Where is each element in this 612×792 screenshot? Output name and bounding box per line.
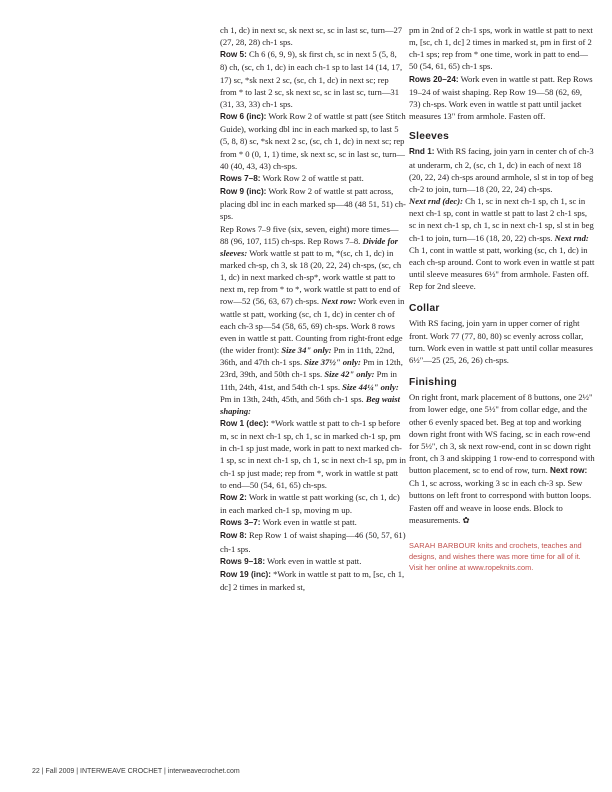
paragraph: On right front, mark placement of 8 buttons, one 2½" from lower edge, one 5½" from collar edge, and the other 6 evenly spaced bet. Beg at top and working down right front with WS facing, sc in each row-end for 5½", ch 3, sk next row-end, cont in sc down right front, ch 3 and skipping 1 row-end to correspond with button placement, sc to end of row, turn. Next row: Ch 1, sc across, working 3 sc in each ch-3 sp. Sew buttons on left front to correspond with button loops. Fasten off and weave in loose ends. Block to measurements. ✿ xyxy=(409,392,595,525)
paragraph: Next rnd (dec): Ch 1, sc in next ch-1 sp, ch 1, sc in next ch-1 sp, cont in wattle st patt to last 2 ch-1 sps, sc in next ch-1 sp, ch 1, sc in next ch-1 sp, sl st in beg ch-1 to join, turn—16 (18, 20, 22) ch-sps. Next rnd: Ch 1, cont in wattle st patt, working (sc, ch 1, dc) in each ch-sp around. Cont to work even in wattle st patt until sleeve measures 6½" from armhole. Fasten off. xyxy=(409,196,595,279)
row-label: Rows 20–24: xyxy=(409,74,459,84)
paragraph: Row 2: Work in wattle st patt working (sc, ch 1, dc) in each marked ch-1 sp, moving m up. xyxy=(220,491,400,516)
emphasis: Next rnd (dec): xyxy=(409,196,463,207)
row-label: Row 9 (inc): xyxy=(220,187,267,197)
emphasis: Size 42" only: xyxy=(324,369,375,380)
paragraph: ch 1, dc) in next sc, sk next sc, sc in last sc, turn—27 (27, 28, 28) ch-1 sps. xyxy=(220,25,403,48)
row-label: Row 8: xyxy=(220,531,247,541)
paragraph: Rep Rows 7–9 five (six, seven, eight) more times—88 (96, 107, 115) ch-sps. Rep Rows 7–8. Divide for sleeves: Work wattle st patt to m, *(sc, ch 1, dc) in marked ch-sp, ch 3, sk 18 (20, 22, 24) ch-sps, (sc, ch 1, dc) in next marked ch-sp*, work wattle st patt to next m, rep from * to *, work wattle st patt to end of row—52 (56, 63, 67) ch-sps. Next row: Work even in wattle st patt, working (sc, ch 1, dc) in center ch of each ch-3 sp—54 (58, 65, 69) ch-sps. Work 8 rows even in wattle st patt. Counting from right-front edge (the wider front): Size 34" only: Pm in 11th, 22nd, 36th, and 47th ch-1 sps. Size 37½" only: Pm in 12th, 23rd, 39th, and 50th ch-1 sps. Size 42" only: Pm in 11th, 24th, 41st, and 54th ch-1 sps. Size 44¼" only: Pm in 13th, 24th, 45th, and 56th ch-1 sps. Beg waist shaping: xyxy=(220,223,405,416)
paragraph: pm in 2nd of 2 ch-1 sps, work in wattle st patt to next m, [sc, ch 1, dc] 2 times in marked st, pm in first of 2 ch-1 sps; rep from * one time, work in patt to end—50 (54, 61, 65) ch-1 sps. xyxy=(409,25,593,72)
row-label: Row 1 (dec): xyxy=(220,419,269,428)
emphasis: Size 37½" only: xyxy=(304,357,361,368)
left-column xyxy=(220,24,406,593)
section-heading-finishing: Finishing xyxy=(409,377,457,389)
paragraph: Row 19 (inc): *Work in wattle st patt to m, [sc, ch 1, dc] 2 times in marked st, xyxy=(220,568,405,593)
emphasis: Beg waist shaping: xyxy=(220,393,400,416)
paragraph: Row 5: Ch 6 (6, 9, 9), sk first ch, sc in next 5 (5, 8, 8) ch, (sc, ch 1, dc) in each ch-1 sp to last 14 (14, 17, 17) sc, *sk next 2 sc, (sc, ch 1, dc) in next sc; rep from * to last 2 sc, sk next sc, sc in last sc, turn—31 (31, 33, 33) ch-1 sps. xyxy=(220,49,403,109)
paragraph: Rnd 1: With RS facing, join yarn in center ch of ch-3 at underarm, ch 2, (sc, ch 1, dc) in each of next 18 (20, 22, 24) ch-sps around armhole, sl st in top of beg ch-2 to join, turn—18 (20, 22, 24) ch-sps. xyxy=(409,146,594,194)
paragraph: Rows 7–8: Work Row 2 of wattle st patt. xyxy=(220,172,364,183)
row-label: Rows 7–8: xyxy=(220,173,261,183)
paragraph: With RS facing, join yarn in upper corner of right front. Work 77 (77, 80, 80) sc evenly across collar, turn. Work even in wattle st patt until collar measures 6½"—25 (25, 26, 26) ch-sps. xyxy=(409,318,593,365)
paragraph: Row 8: Rep Row 1 of waist shaping—46 (50, 57, 61) ch-1 sps. xyxy=(220,530,406,554)
paragraph: Row 6 (inc): Work Row 2 of wattle st patt (see Stitch Guide), working dbl inc in each marked sp, to last 5 (5, 8, 8) sc, *sk next 2 sc, (sc, ch 1, dc) in next sc; rep from * 0 (0, 1, 1) time, sk next sc, sc in last sc, turn—40 (40, 43, 43) ch-sps. xyxy=(220,111,406,171)
row-label: Row 5: xyxy=(220,50,247,60)
paragraph: Rows 20–24: Work even in wattle st patt. Rep Rows 19–24 of waist shaping. Rep Row 19—58 (62, 69, 73) ch-sps. Work even in wattle st patt until jacket measures 13" from armhole. Fasten off. xyxy=(409,73,593,122)
row-label: Rnd 1: xyxy=(409,147,435,157)
right-column xyxy=(409,24,595,580)
paragraph: Rows 3–7: Work even in wattle st patt. xyxy=(220,517,357,528)
row-label: Row 6 (inc): xyxy=(220,112,267,122)
row-label: Rows 3–7: xyxy=(220,518,261,528)
row-label: Row 2: xyxy=(220,492,247,502)
emphasis: Next rnd: xyxy=(554,232,589,243)
row-label: Next row: xyxy=(549,466,588,476)
row-label: Rows 9–18: xyxy=(220,556,266,566)
section-heading-collar: Collar xyxy=(409,303,440,315)
emphasis: Size 44¼" only: xyxy=(342,381,399,392)
designer-bio: SARAH BARBOUR knits and crochets, teaches and designs, and wishes there was more time for all of it. Visit her online at www.ropeknits.com. xyxy=(409,540,582,572)
row-label: Row 19 (inc): xyxy=(220,569,271,579)
page-footer: 22 | Fall 2009 | INTERWEAVE CROCHET | interweavecrochet.com xyxy=(32,768,240,775)
paragraph: Rows 9–18: Work even in wattle st patt. xyxy=(220,555,362,566)
designer-name: SARAH BARBOUR xyxy=(409,540,476,550)
emphasis: Divide for sleeves: xyxy=(220,235,398,258)
emphasis: Next row: xyxy=(321,296,357,307)
paragraph: Row 9 (inc): Work Row 2 of wattle st patt across, placing dbl inc in each marked sp—48 (48 51, 51) ch-sps. xyxy=(220,186,406,222)
paragraph: Row 1 (dec): *Work wattle st patt to ch-1 sp before m, sc in next ch-1 sp, ch 1, sc in marked ch-1 sp, pm in ch-1 sp just made, work in patt to next marked ch-1 sp, sc in next ch-1 sp, ch 1, sc in next ch-1 sp, pm in ch-1 sp just made; rep from *, work in wattle st patt to end—50 (54, 61, 65) ch-sps. xyxy=(220,418,406,490)
section-heading-sleeves: Sleeves xyxy=(409,131,450,143)
paragraph: Rep for 2nd sleeve. xyxy=(409,281,476,292)
emphasis: Size 34" only: xyxy=(281,345,332,356)
